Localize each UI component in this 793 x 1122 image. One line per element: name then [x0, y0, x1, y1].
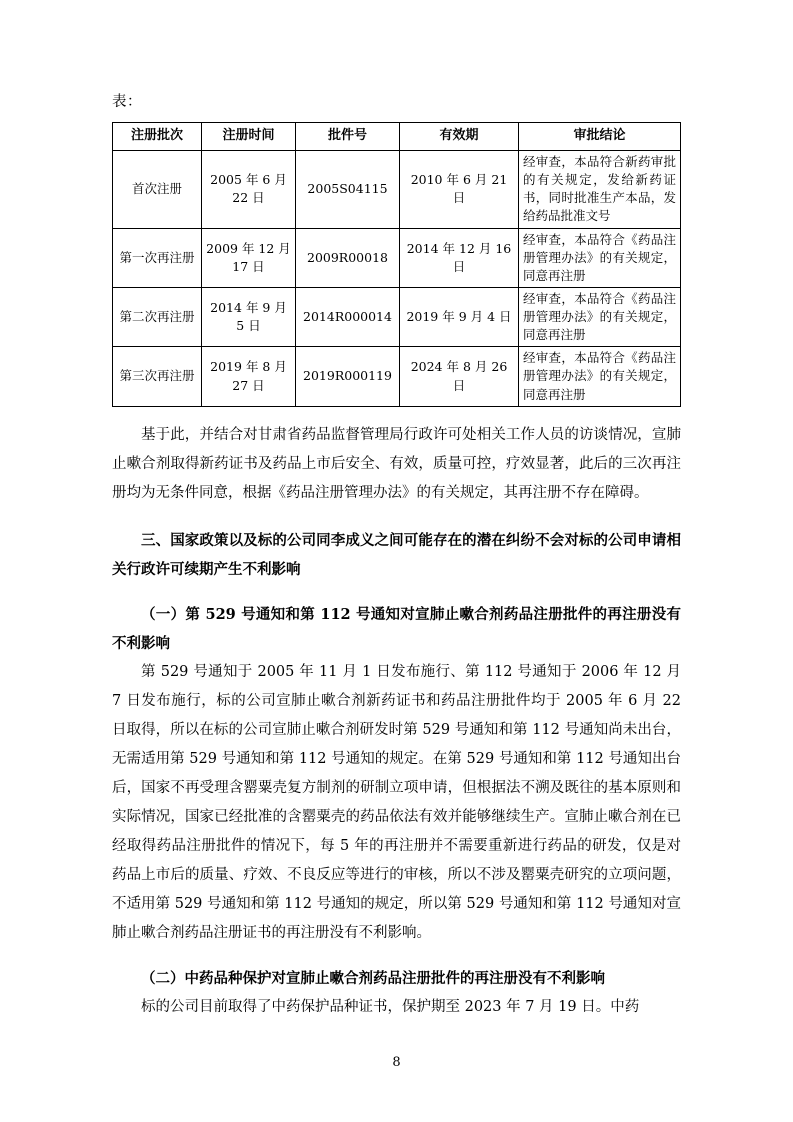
cell-validity: 2014 年 12 月 16 日 [400, 228, 519, 287]
cell-batch: 第一次再注册 [113, 228, 202, 287]
cell-conclusion: 经审查，本品符合《药品注册管理办法》的有关规定，同意再注册 [519, 287, 681, 346]
cell-conclusion: 经审查，本品符合《药品注册管理办法》的有关规定，同意再注册 [519, 347, 681, 406]
table-row [113, 347, 681, 406]
paragraph-after-table: 基于此，并结合对甘肃省药品监督管理局行政许可处相关工作人员的访谈情况，宣肺止嗽合剂取得新药证书及药品上市后安全、有效，质量可控，疗效显著，此后的三次再注册均为无条件同意，根据《药品注册管理办法》的有关规定，其再注册不存在障碍。 [112, 426, 681, 501]
subsection-heading-2: （二）中药品种保护对宣肺止嗽合剂药品注册批件的再注册没有不利影响 [141, 969, 605, 987]
document-body [112, 88, 681, 1022]
cell-date: 2009 年 12 月 17 日 [202, 228, 296, 287]
cell-approval-no: 2014R000014 [296, 287, 400, 346]
cell-batch: 第二次再注册 [113, 287, 202, 346]
cell-validity: 2010 年 6 月 21 日 [400, 151, 519, 229]
page-number: 8 [392, 1055, 401, 1070]
table-header-approval-no: 批件号 [296, 123, 400, 151]
subsection-heading-1: （一）第 529 号通知和第 112 号通知对宣肺止嗽合剂药品注册批件的再注册没有不利影响 [112, 605, 681, 652]
cell-validity: 2019 年 9 月 4 日 [400, 287, 519, 346]
table-intro-label: 表： [112, 94, 142, 110]
cell-conclusion: 经审查，本品符合新药审批的有关规定，发给新药证书，同时批准生产本品，发给药品批准文号 [519, 151, 681, 229]
section-heading-3: 三、国家政策以及标的公司同李成义之间可能存在的潜在纠纷不会对标的公司申请相关行政许可续期产生不利影响 [112, 531, 681, 578]
table-header-batch: 注册批次 [113, 123, 202, 151]
paragraph-1: 第 529 号通知于 2005 年 11 月 1 日发布施行、第 112 号通知于 2006 年 12 月 7 日发布施行，标的公司宣肺止嗽合剂新药证书和药品注册批件均于 2005 年 6 月 22 日取得，所以在标的公司宣肺止嗽合剂研发时第 529 号通知和第 112 号通知尚未出台，无需适用第 529 号通知和第 112 号通知的规定。在第 529 号通知和第 112 号通知出台后，国家不再受理含罂粟壳复方制剂的研制立项申请，但根据法不溯及既往的基本原则和实际情况，国家已经批准的含罂粟壳的药品依法有效并能够继续生产。宣肺止嗽合剂在已经取得药品注册批件的情况下，每 5 年的再注册并不需要重新进行药品的研发，仅是对药品上市后的质量、疗效、不良反应等进行的审核，所以不涉及罂粟壳研究的立项问题，不适用第 529 号通知和第 112 号通知的规定，所以第 529 号通知和第 112 号通知对宣肺止嗽合剂药品注册证书的再注册没有不利影响。 [112, 663, 681, 941]
table-header-validity: 有效期 [400, 123, 519, 151]
table-row [113, 228, 681, 287]
table-header-conclusion: 审批结论 [519, 123, 681, 151]
cell-validity: 2024 年 8 月 26 日 [400, 347, 519, 406]
paragraph-2: 标的公司目前取得了中药保护品种证书，保护期至 2023 年 7 月 19 日。中药 [141, 998, 640, 1015]
drug-registration-table [112, 122, 681, 406]
cell-date: 2019 年 8 月 27 日 [202, 347, 296, 406]
cell-date: 2014 年 9 月 5 日 [202, 287, 296, 346]
cell-approval-no: 2019R000119 [296, 347, 400, 406]
table-row [113, 151, 681, 229]
cell-conclusion: 经审查，本品符合《药品注册管理办法》的有关规定，同意再注册 [519, 228, 681, 287]
cell-approval-no: 2009R00018 [296, 228, 400, 287]
table-header-date: 注册时间 [202, 123, 296, 151]
table-header-row [113, 123, 681, 151]
table-row [113, 287, 681, 346]
cell-approval-no: 2005S04115 [296, 151, 400, 229]
cell-batch: 首次注册 [113, 151, 202, 229]
cell-batch: 第三次再注册 [113, 347, 202, 406]
cell-date: 2005 年 6 月 22 日 [202, 151, 296, 229]
